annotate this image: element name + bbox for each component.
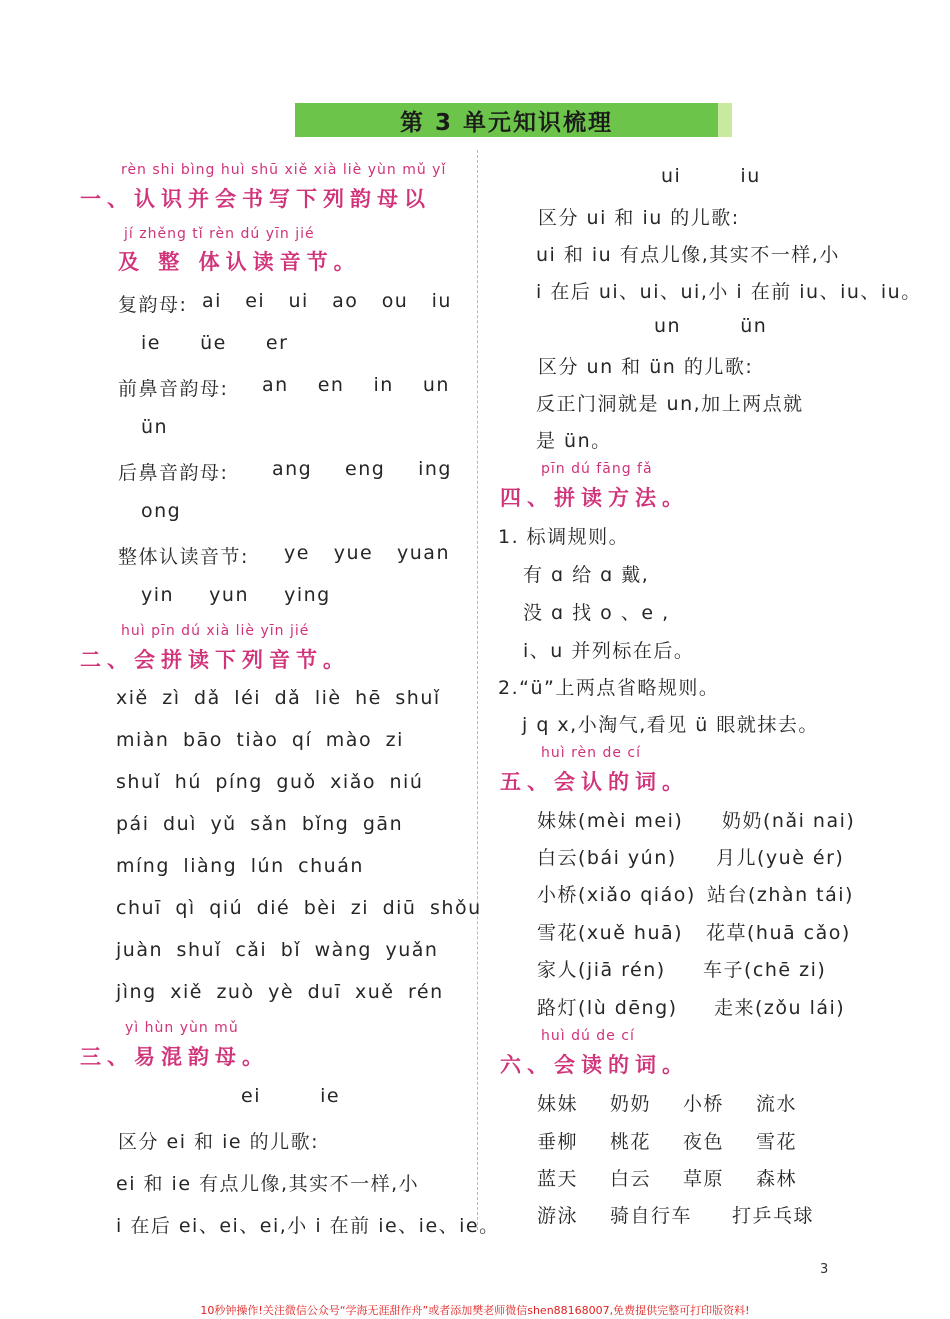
qian-row-1 — [262, 374, 450, 396]
pair-ui-iu — [661, 165, 761, 187]
ei-song-line-2: i 在后 ei、ei、ei,小 i 在前 ie、ie、ie。 — [116, 1215, 500, 1237]
read-word: 游泳 — [537, 1205, 579, 1227]
final-ai: ai — [202, 290, 222, 312]
final-ie: ie — [141, 332, 161, 354]
syllable-line: pái duì yǔ sǎn bǐng gān — [116, 813, 404, 835]
syllable-yun: yun — [209, 584, 249, 606]
syllable-yuan: yuan — [397, 542, 450, 564]
read-word: 垂柳 — [537, 1131, 579, 1153]
section1-pinyin-1: rèn shi bìng huì shū xiě xià liè yùn mǔ yǐ — [121, 162, 447, 178]
final-iu: iu — [431, 290, 452, 312]
final-er: er — [265, 332, 289, 354]
word-pair: 站台(zhàn tái) — [707, 884, 854, 906]
syllable-line: míng liàng lún chuán — [116, 855, 364, 877]
rule1-line: 没 ɑ 找 o 、e , — [523, 602, 670, 624]
read-word: 白云 — [610, 1168, 652, 1190]
section4-pinyin: pīn dú fāng fǎ — [541, 461, 653, 477]
fu-row-1 — [202, 290, 452, 312]
final-ang: ang — [272, 458, 313, 480]
section2-heading: 二、会拼读下列音节。 — [80, 648, 350, 672]
final-ie-label: ie — [320, 1085, 341, 1107]
read-word: 桃花 — [610, 1131, 652, 1153]
rule1-line: 有 ɑ 给 ɑ 戴, — [523, 564, 650, 586]
section1-heading-1: 一、认识并会书写下列韵母以 — [80, 187, 431, 211]
un-song-title: 区分 un 和 ün 的儿歌: — [538, 356, 754, 378]
syllable-yue: yue — [333, 542, 374, 564]
column-divider — [477, 150, 478, 1230]
word-pair: 车子(chē zi) — [703, 959, 827, 981]
read-word: 森林 — [756, 1168, 798, 1190]
final-yun: ün — [141, 416, 169, 438]
section5-heading: 五、会认的词。 — [500, 770, 689, 794]
read-word: 小桥 — [683, 1093, 725, 1115]
final-yun-label: ün — [740, 315, 768, 337]
read-word: 打乒乓球 — [732, 1205, 815, 1227]
un-song-line-2: 是 ün。 — [536, 430, 612, 452]
word-pair: 月儿(yuè ér) — [716, 847, 845, 869]
section1-pinyin-2: jí zhěng tǐ rèn dú yīn jié — [124, 226, 315, 242]
final-ei: ei — [245, 290, 266, 312]
read-word: 草原 — [683, 1168, 725, 1190]
read-word: 流水 — [756, 1093, 798, 1115]
syllable-line: shuǐ hú píng guǒ xiǎo niú — [116, 771, 424, 793]
un-song-line-1: 反正门洞就是 un,加上两点就 — [536, 393, 804, 415]
zheng-row-1 — [284, 542, 450, 564]
rule1-line: i、u 并列标在后。 — [523, 640, 695, 662]
read-word: 蓝天 — [537, 1168, 579, 1190]
word-pair: 走来(zǒu lái) — [714, 997, 846, 1019]
final-an: an — [262, 374, 289, 396]
syllable-yin: yin — [141, 584, 175, 606]
ui-song-line-2: i 在后 ui、ui、ui,小 i 在前 iu、iu、iu。 — [536, 281, 922, 303]
read-word: 骑自行车 — [610, 1205, 693, 1227]
final-ui-label: ui — [661, 165, 682, 187]
fu-row-2 — [141, 332, 288, 354]
final-ue: üe — [200, 332, 227, 354]
final-eng: eng — [345, 458, 386, 480]
final-en: en — [317, 374, 345, 396]
final-un: un — [422, 374, 450, 396]
syllable-ye: ye — [284, 542, 310, 564]
word-pair: 白云(bái yún) — [537, 847, 677, 869]
final-iu-label: iu — [740, 165, 761, 187]
read-word: 雪花 — [756, 1131, 798, 1153]
final-ou: ou — [381, 290, 409, 312]
rule1-title: 1. 标调规则。 — [498, 526, 630, 548]
ei-song-line-1: ei 和 ie 有点儿像,其实不一样,小 — [116, 1173, 420, 1195]
word-pair: 花草(huā cǎo) — [706, 922, 851, 944]
final-in: in — [373, 374, 394, 396]
hou-row-1 — [272, 458, 452, 480]
rule2-line: j q x,小淘气,看见 ü 眼就抹去。 — [522, 714, 819, 736]
section6-pinyin: huì dú de cí — [541, 1028, 635, 1044]
section6-heading: 六、会读的词。 — [500, 1053, 689, 1077]
section4-heading: 四、拼读方法。 — [500, 486, 689, 510]
zheng-label: 整体认读音节: — [118, 546, 249, 568]
syllable-line: juàn shuǐ cǎi bǐ wàng yuǎn — [116, 939, 439, 961]
hou-label: 后鼻音韵母: — [118, 462, 229, 484]
fu-label: 复韵母: — [118, 294, 188, 316]
read-word: 夜色 — [683, 1131, 725, 1153]
section5-pinyin: huì rèn de cí — [541, 745, 642, 761]
section1-heading-2: 及 整 体认读音节。 — [118, 250, 361, 274]
word-pair: 妹妹(mèi mei) — [537, 810, 684, 832]
syllable-line: xiě zì dǎ léi dǎ liè hē shuǐ — [116, 687, 441, 709]
final-ao: ao — [332, 290, 359, 312]
syllable-line: jìng xiě zuò yè duī xuě rén — [116, 981, 444, 1003]
ui-song-line-1: ui 和 iu 有点儿像,其实不一样,小 — [536, 244, 840, 266]
word-pair: 家人(jiā rén) — [537, 959, 666, 981]
word-pair: 路灯(lù dēng) — [537, 997, 678, 1019]
read-word: 奶奶 — [610, 1093, 652, 1115]
page-title: 第 3 单元知识梳理 — [295, 103, 718, 137]
rule2-title: 2.“ü”上两点省略规则。 — [498, 677, 720, 699]
final-ing: ing — [418, 458, 452, 480]
read-word: 妹妹 — [537, 1093, 579, 1115]
pair-un-yun — [654, 315, 767, 337]
section3-pinyin: yì hùn yùn mǔ — [125, 1020, 239, 1036]
section2-pinyin: huì pīn dú xià liè yīn jié — [121, 623, 310, 639]
zheng-row-2 — [141, 584, 331, 606]
ui-song-title: 区分 ui 和 iu 的儿歌: — [538, 207, 740, 229]
ei-song-title: 区分 ei 和 ie 的儿歌: — [118, 1131, 319, 1153]
section3-heading: 三、易混韵母。 — [80, 1045, 269, 1069]
final-ui: ui — [288, 290, 309, 312]
syllable-line: chuī qì qiú dié bèi zi diū shǒu — [116, 897, 482, 919]
final-ong: ong — [141, 500, 182, 522]
syllable-ying: ying — [284, 584, 331, 606]
word-pair: 奶奶(nǎi nai) — [722, 810, 856, 832]
footer-notice: 10秒钟操作!关注微信公众号“学海无涯甜作舟”或者添加樊老师微信shen88168007,免费提供完整可打印版资料! — [200, 1304, 750, 1317]
syllable-line: miàn bāo tiào qí mào zi — [116, 729, 404, 751]
final-ei-label: ei — [241, 1085, 261, 1107]
final-un-label: un — [654, 315, 682, 337]
page-number: 3 — [820, 1262, 829, 1277]
word-pair: 雪花(xuě huā) — [537, 922, 684, 944]
qian-label: 前鼻音韵母: — [118, 378, 229, 400]
pair-ei-ie — [241, 1085, 340, 1107]
word-pair: 小桥(xiǎo qiáo) — [537, 884, 696, 906]
